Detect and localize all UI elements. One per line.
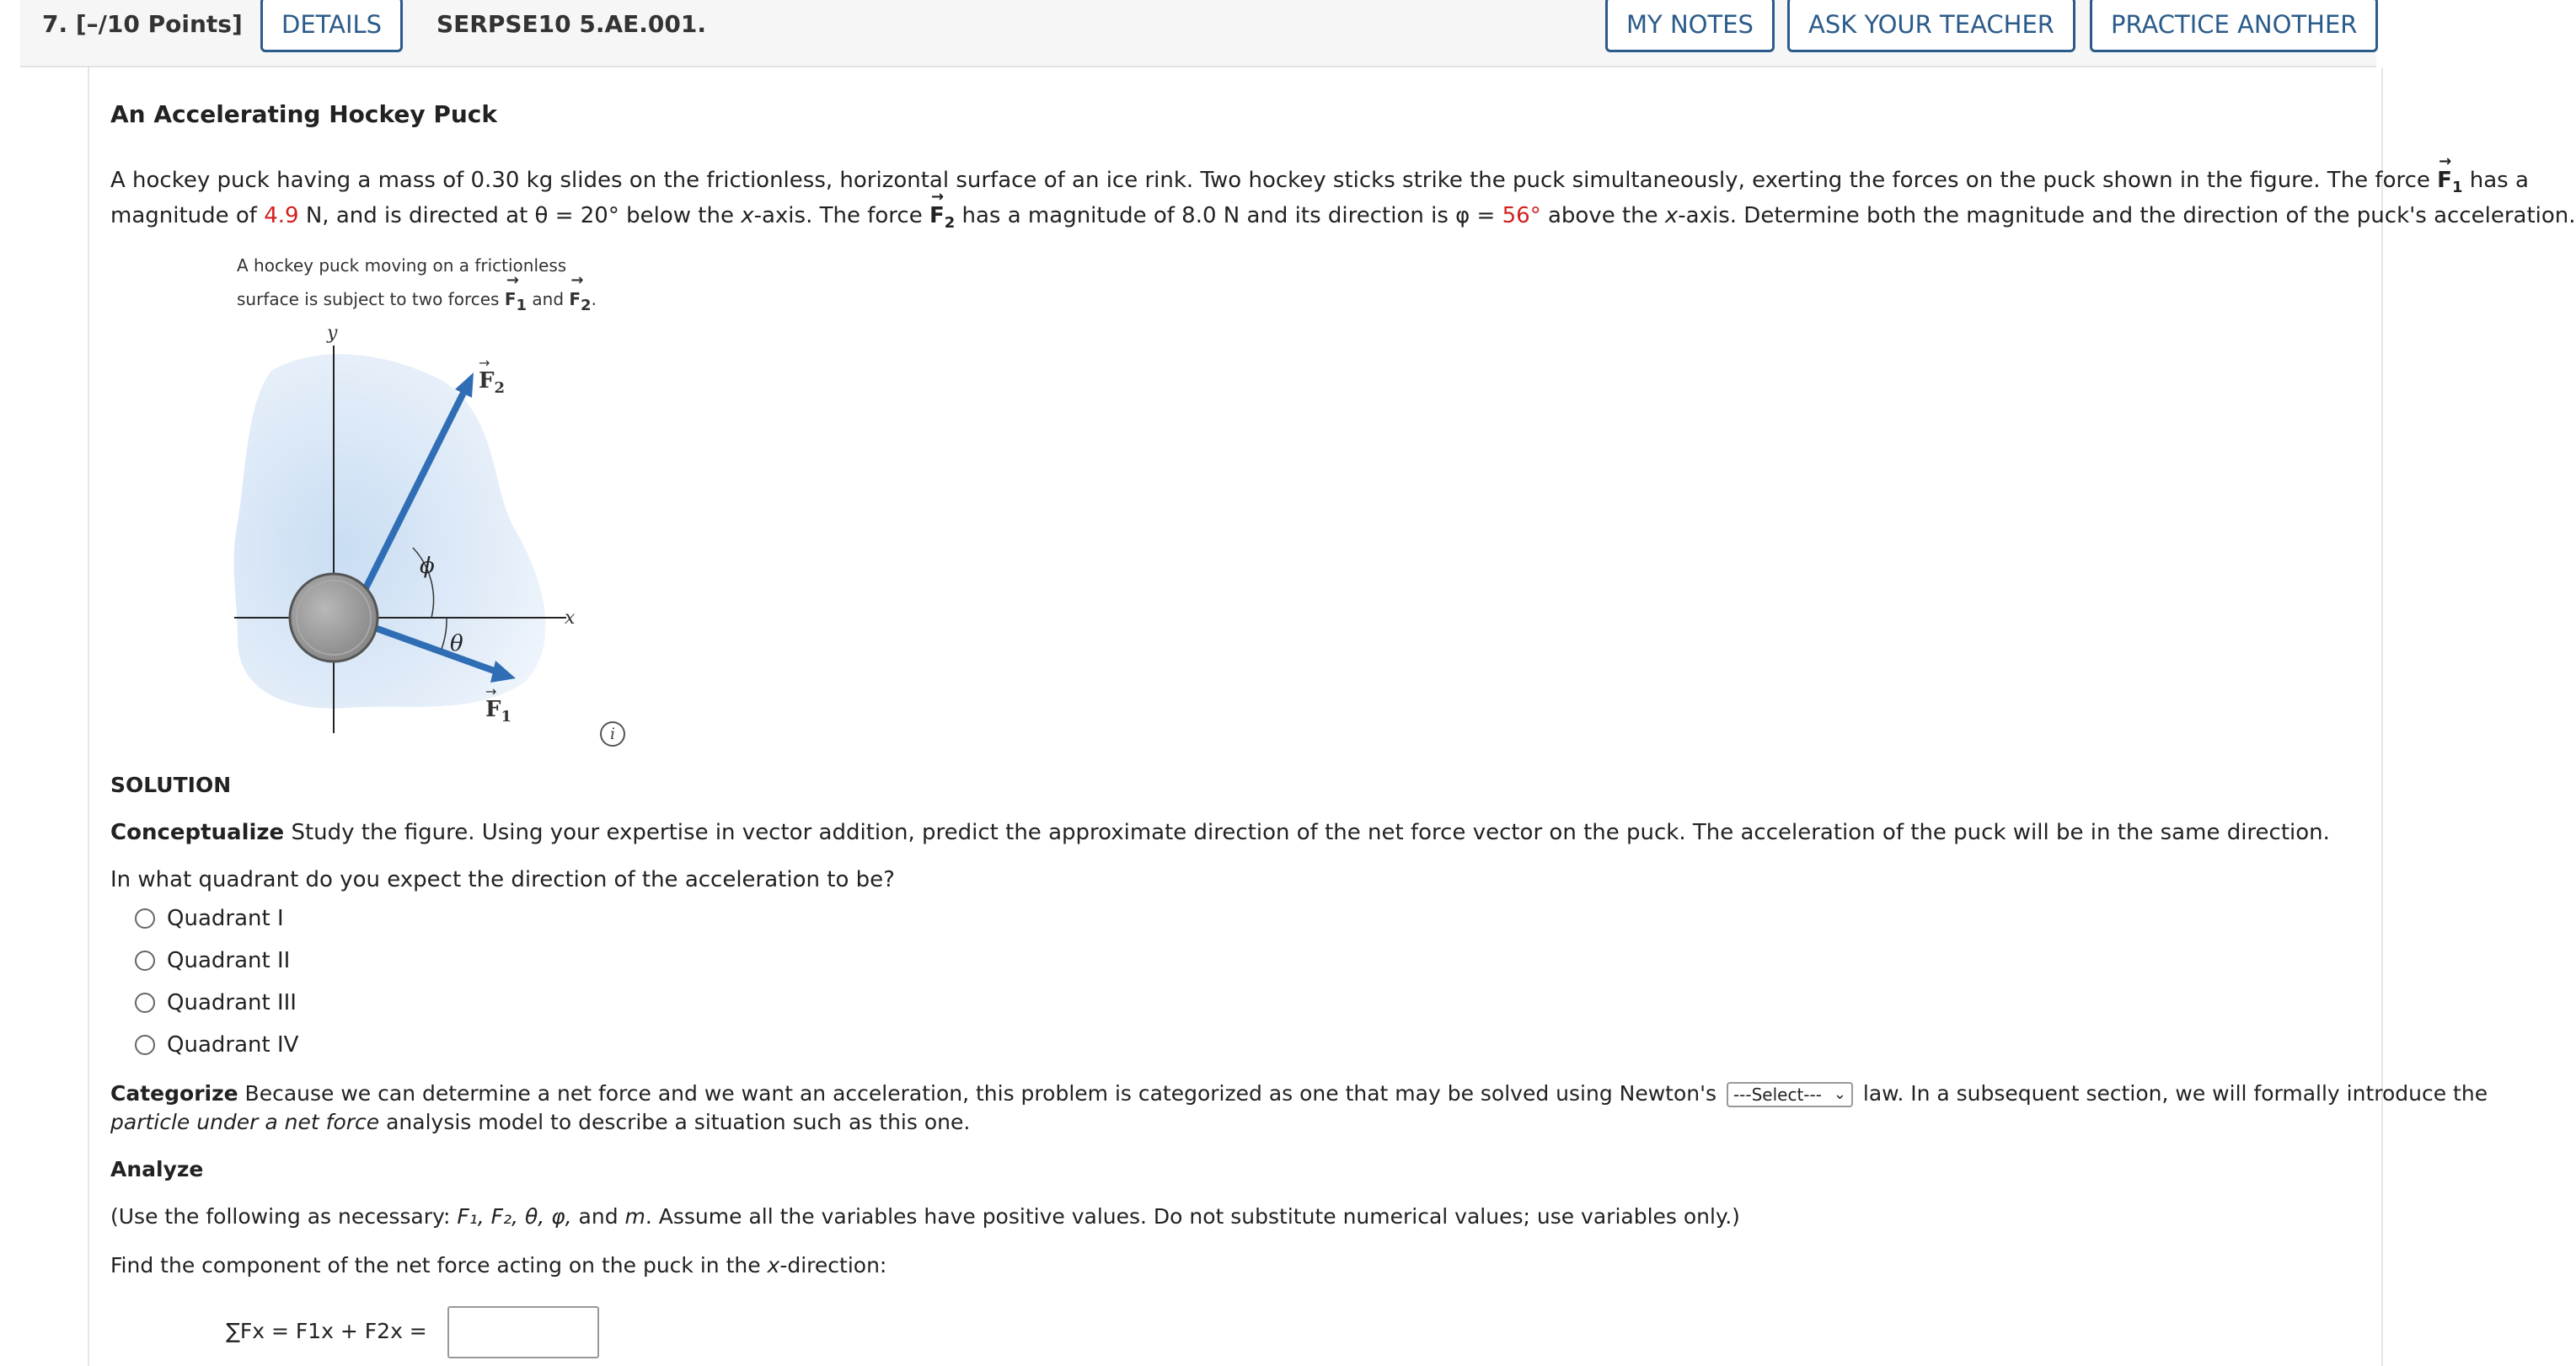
points-label: [–/10 Points] bbox=[75, 10, 243, 38]
figure-caption-line2: surface is subject to two forces → $F_1$ and → $F_2$. bbox=[237, 287, 597, 312]
question-header bbox=[20, 0, 2376, 67]
problem-text-line2: magnitude of 4.9 N, and is directed at θ = 20° below the x-axis. The force → $F_2$ has a magnitude of 8.0 N and its direction is φ = 56° above the x-axis. Determine both the magnitude and the direction of the puck's acceleration. bbox=[110, 199, 2576, 233]
ask-your-teacher-button[interactable]: ASK YOUR TEACHER bbox=[1787, 0, 2075, 52]
find-x-component-text: Find the component of the net force acting on the puck in the x-direction: bbox=[110, 1253, 887, 1278]
sum-fx-equation: ∑Fx = F1x + F2x = bbox=[226, 1319, 427, 1343]
categorize-text-line2: particle under a net force analysis model to describe a situation such as this one. bbox=[110, 1110, 971, 1134]
practice-another-button[interactable]: PRACTICE ANOTHER bbox=[2090, 0, 2378, 52]
my-notes-button[interactable]: MY NOTES bbox=[1605, 0, 1775, 52]
option-quadrant-3[interactable]: Quadrant III bbox=[135, 986, 297, 1020]
radio-button[interactable] bbox=[135, 908, 155, 929]
phi-label: ϕ bbox=[420, 554, 435, 579]
hockey-puck bbox=[290, 574, 378, 662]
radio-button[interactable] bbox=[135, 951, 155, 971]
solution-heading: SOLUTION bbox=[110, 773, 232, 797]
sum-fx-answer-input[interactable] bbox=[447, 1306, 599, 1358]
categorize-text-line1: Categorize Because we can determine a net force and we want an acceleration, this problem is categorized as one that may be solved using Newton's ---Select--- ⌄ law. In a subsequent section, we will formally introduce the bbox=[110, 1081, 2488, 1106]
svg-text:→: → bbox=[485, 683, 497, 699]
problem-text-line1: A hockey puck having a mass of 0.30 kg slides on the frictionless, horizontal surface of an ice rink. Two hockey sticks strike the puck simultaneously, exerting the forces on the puck shown in the figure. The force → $F_1$ has a bbox=[110, 163, 2529, 197]
analyze-heading: Analyze bbox=[110, 1157, 204, 1181]
quadrant-question: In what quadrant do you expect the direction of the acceleration to be? bbox=[110, 867, 895, 892]
problem-code: SERPSE10 5.AE.001. bbox=[436, 10, 707, 38]
y-axis-label: y bbox=[327, 323, 338, 344]
option-quadrant-4[interactable]: Quadrant IV bbox=[135, 1028, 298, 1062]
f1-magnitude-value: 4.9 bbox=[264, 203, 299, 228]
hockey-puck-figure bbox=[221, 320, 642, 742]
chevron-down-icon: ⌄ bbox=[1833, 1085, 1846, 1103]
option-quadrant-2[interactable]: Quadrant II bbox=[135, 944, 290, 978]
ice-surface bbox=[234, 354, 546, 708]
f1-label: $F_1$ bbox=[485, 697, 511, 726]
details-button[interactable]: DETAILS bbox=[260, 0, 403, 52]
phi-value: 56° bbox=[1502, 203, 1541, 228]
x-axis-label: x bbox=[565, 608, 576, 629]
figure-caption-line1: A hockey puck moving on a frictionless bbox=[237, 255, 567, 276]
conceptualize-text: Conceptualize Study the figure. Using your expertise in vector addition, predict the approximate direction of the net force vector on the puck. The acceleration of the puck will be in the same direction. bbox=[110, 820, 2330, 845]
radio-button[interactable] bbox=[135, 1035, 155, 1055]
analyze-note: (Use the following as necessary: F₁, F₂, θ, φ, and m. Assume all the variables have positive values. Do not substitute numerical values; use variables only.) bbox=[110, 1204, 1740, 1229]
option-quadrant-1[interactable]: Quadrant I bbox=[135, 902, 284, 935]
newtons-law-select[interactable]: ---Select--- ⌄ bbox=[1727, 1082, 1853, 1107]
svg-text:→: → bbox=[479, 355, 490, 371]
problem-title: An Accelerating Hockey Puck bbox=[110, 100, 498, 128]
radio-button[interactable] bbox=[135, 993, 155, 1013]
info-icon[interactable]: i bbox=[600, 721, 625, 747]
theta-label: θ bbox=[450, 631, 463, 656]
question-number: 7. [–/10 Points] bbox=[42, 10, 243, 38]
f2-label: $F_2$ bbox=[479, 368, 505, 397]
